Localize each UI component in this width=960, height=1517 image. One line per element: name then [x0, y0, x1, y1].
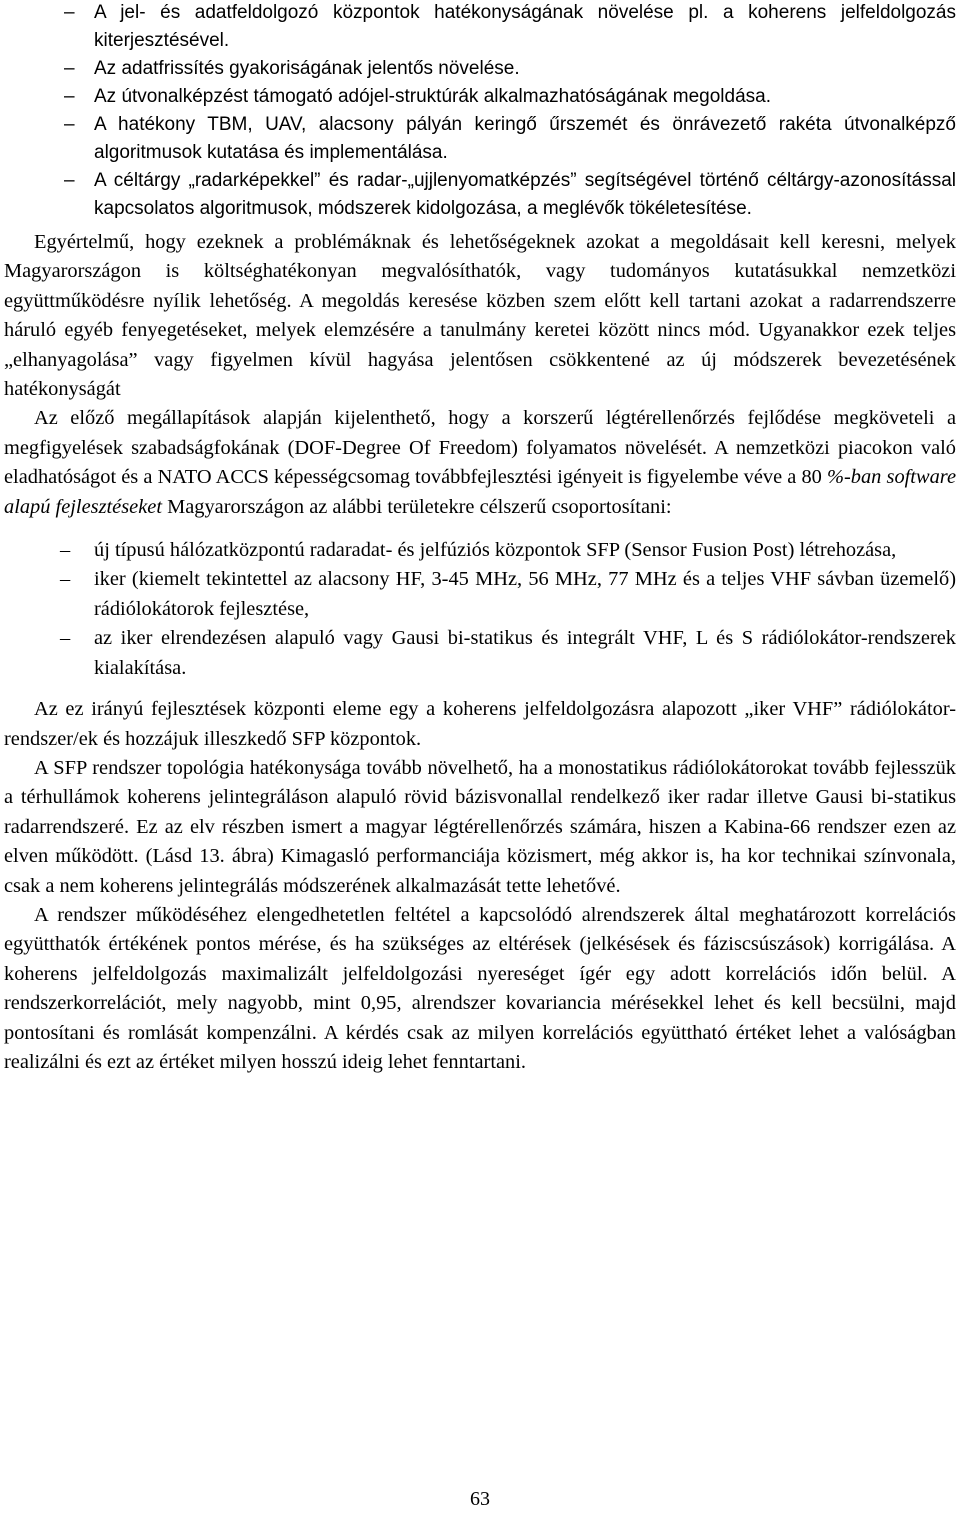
emphasis: %-ban software alapú fejlesztéseket — [4, 466, 956, 518]
dash-bullet: – — [60, 539, 71, 562]
list-item: – az iker elrendezésen alapuló vagy Gausi bi-statikus és integrált VHF, L és S rádiólokátor-rendszerek kialakítása. — [4, 624, 956, 683]
paragraph: A rendszer működéséhez elengedhetetlen feltétel a kapcsolódó alrendszerek által meghatározott korrelációs együtthatók értékének pontos mérése, és ha szükséges az eltérések (jelkésések és fáziscsúszások) korrigálása. A koherens jelfeldolgozás maximalizált jelfeldolgozási nyereséget ígér egy adott korrelációs időn belül. A rendszerkorrelációt, mely nagyobb, mint 0,95, alrendszer kovariancia mérésekkel lehet és kell becsülni, majd pontosítani és romlását kompenzálni. A kérdés csak az milyen korrelációs együttható értéket lehet a valóságban realizálni és ezt az értéket milyen hosszú ideig lehet fenntartani. — [4, 903, 956, 1073]
dash-bullet: – — [64, 86, 75, 107]
dash-bullet: – — [64, 2, 75, 23]
dash-bullet: – — [60, 568, 71, 591]
dash-bullet: – — [64, 170, 75, 191]
list-item: – A jel- és adatfeldolgozó központok hatékonyságának növelése pl. a koherens jelfeldolgozás kiterjesztésével. — [4, 0, 956, 55]
list-item: – Az útvonalképzést támogató adójel-struktúrák alkalmazhatóságának megoldása. — [4, 83, 956, 111]
list-item: – A hatékony TBM, UAV, alacsony pályán keringő űrszemét és önrávezető rakéta útvonalképző algoritmusok kutatása és implementálása. — [4, 111, 956, 167]
dash-bullet: – — [60, 627, 71, 650]
dash-bullet: – — [64, 114, 75, 135]
page-number: 63 — [470, 1488, 490, 1510]
requirement-list — [4, 0, 956, 223]
paragraph: Egyértelmű, hogy ezeknek a problémáknak és lehetőségeknek azokat a megoldásait kell keresni, melyek Magyarországon is költséghatékonyan megvalósíthatók, vagy tudományos kutatásukkal nemzetközi együttműködésre nyílik lehetőség. A megoldás keresése közben szem előtt kell tartani azokat a radarrendszerre háruló egyéb fenyegetéseket, melyek elemzésére a tanulmány keretei között nincs mód. Ugyanakkor ezek teljes „elhanyagolása” vagy figyelmen kívül hagyása jelentősen csökkentené az új módszerek bevezetésének hatékonyságát — [4, 231, 956, 401]
paragraph: Az előző megállapítások alapján kijelenthető, hogy a korszerű légtérellenőrzés fejlődése megköveteli a megfigyelések szabadságfokának (DOF-Degree Of Freedom) folyamatos növelését. A nemzetközi piacokon való eladhatóságot és a NATO ACCS képességcsomag továbbfejlesztési igényeit is figyelembe véve a 80 %-ban software alapú fejlesztéseket Magyarországon az alábbi területekre célszerű csoportosítani: — [4, 407, 956, 518]
list-item: – A céltárgy „radarképekkel” és radar-„ujjlenyomatképzés” segítségével történő céltárgy-azonosítással kapcsolatos algoritmusok, módszerek kidolgozása, a meglévők tökéletesítése. — [4, 167, 956, 223]
development-area-list — [4, 536, 956, 683]
list-item: – új típusú hálózatközpontú radaradat- és jelfúziós központok SFP (Sensor Fusion Post) létrehozása, — [4, 536, 956, 565]
paragraph: Az ez irányú fejlesztések központi eleme egy a koherens jelfeldolgozásra alapozott „iker VHF” rádiólokátor-rendszer/ek és hozzájuk illeszkedő SFP központok. — [4, 698, 956, 750]
paragraph: A SFP rendszer topológia hatékonysága tovább növelhető, ha a monostatikus rádiólokátorokat tovább fejlesszük a térhullámok koherens jelintegráláson alapuló rövid bázisvonallal rendelkező iker radar illetve Gausi bi-statikus radarrendszeré. Ez az elv részben ismert a magyar légtérellenőrzés számára, hiszen a Kabina-66 rendszer ezen az elven működött. (Lásd 13. ábra) Kimagasló performanciája közismert, még akkor is, ha kor technikai színvonala, csak a nem koherens jelintegrálás módszerének alkalmazását tette lehetővé. — [4, 756, 956, 897]
list-item: – iker (kiemelt tekintettel az alacsony HF, 3-45 MHz, 56 MHz, 77 MHz és a teljes VHF sávban üzemelő) rádiólokátorok fejlesztése, — [4, 565, 956, 624]
list-item: – Az adatfrissítés gyakoriságának jelentős növelése. — [4, 55, 956, 83]
dash-bullet: – — [64, 58, 75, 79]
document-page — [4, 0, 956, 1077]
